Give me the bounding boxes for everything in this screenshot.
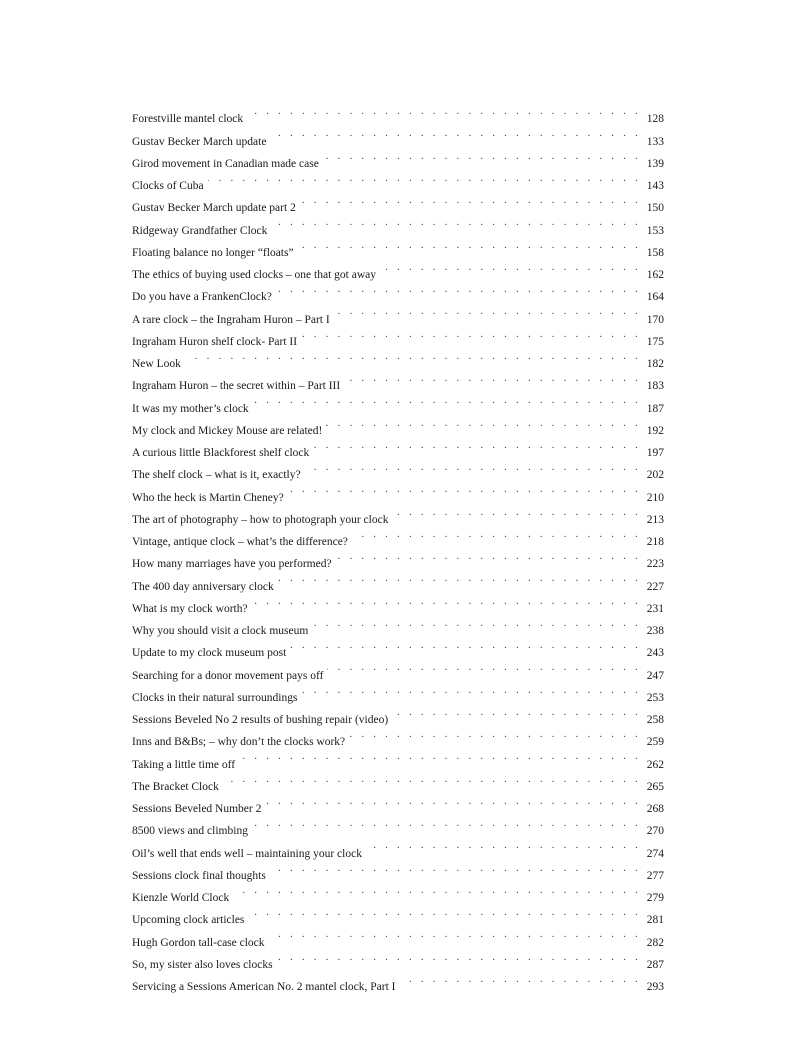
toc-entry-page-number: 287 [646, 958, 664, 971]
dot-leader [265, 790, 641, 812]
toc-entry-page-number: 170 [646, 313, 664, 326]
toc-entry-title[interactable]: Update to my clock museum post [132, 647, 287, 660]
dot-leader [290, 634, 641, 656]
toc-entry-page-number: 265 [646, 780, 664, 793]
dot-leader [270, 857, 641, 879]
toc-entry-page-number: 218 [646, 536, 664, 548]
toc-entry[interactable] [132, 367, 664, 393]
toc-entry-page-number: 158 [646, 246, 664, 259]
dot-leader [366, 834, 641, 856]
toc-entry-title[interactable]: Taking a little time off [132, 758, 236, 771]
toc-entry-title[interactable]: New Look [132, 358, 181, 370]
toc-entry-title[interactable]: Servicing a Sessions American No. 2 mantel clock, Part I [132, 981, 396, 993]
toc-entry-title[interactable]: A rare clock – the Ingraham Huron – Part I [132, 313, 330, 326]
toc-entry-page-number: 187 [646, 402, 664, 415]
toc-entry-title[interactable]: Sessions Beveled Number 2 [132, 803, 262, 815]
dot-leader [223, 768, 641, 790]
toc-entry-page-number: 253 [646, 691, 664, 704]
toc-entry-page-number: 270 [646, 825, 664, 838]
toc-entry-page-number: 281 [646, 914, 664, 927]
toc-entry-page-number: 197 [646, 447, 664, 459]
toc-entry-page-number: 183 [646, 380, 664, 393]
toc-entry-title[interactable]: Vintage, antique clock – what’s the difference? [132, 536, 348, 548]
dot-leader [252, 590, 641, 612]
toc-entry-page-number: 231 [646, 602, 664, 615]
toc-entry-title[interactable]: Gustav Becker March update [132, 135, 267, 148]
dot-leader [288, 478, 641, 500]
toc-entry-title[interactable]: It was my mother’s clock [132, 402, 249, 415]
toc-entry-title[interactable]: Why you should visit a clock museum [132, 625, 309, 637]
toc-entry-page-number: 133 [646, 135, 664, 148]
dot-leader [399, 968, 641, 990]
toc-entry-title[interactable]: Sessions clock final thoughts [132, 869, 266, 882]
dot-leader [327, 656, 641, 678]
dot-leader [326, 412, 641, 434]
toc-entry-page-number: 279 [646, 892, 664, 904]
toc-entry-title[interactable]: Who the heck is Martin Cheney? [132, 491, 284, 504]
toc-entry-page-number: 277 [646, 869, 664, 882]
toc-entry-title[interactable]: A curious little Blackforest shelf clock [132, 447, 310, 459]
table-of-contents [132, 100, 664, 993]
dot-leader [392, 701, 641, 723]
toc-entry-page-number: 268 [646, 803, 664, 815]
toc-entry-title[interactable]: Gustav Becker March update part 2 [132, 202, 296, 215]
toc-entry-title[interactable]: The art of photography – how to photograph your clock [132, 513, 389, 526]
dot-leader [392, 501, 641, 523]
dot-leader [247, 100, 641, 122]
toc-entry-title[interactable]: The 400 day anniversary clock [132, 580, 274, 593]
dot-leader [253, 389, 641, 411]
dot-leader [271, 211, 641, 233]
toc-entry-title[interactable]: The Bracket Clock [132, 780, 219, 793]
toc-entry-title[interactable]: Searching for a donor movement pays off [132, 669, 324, 682]
dot-leader [269, 923, 641, 945]
toc-entry-title[interactable]: Clocks in their natural surroundings [132, 691, 298, 704]
toc-entry-title[interactable]: So, my sister also loves clocks [132, 958, 273, 971]
dot-leader [323, 145, 641, 167]
toc-entry-title[interactable]: 8500 views and climbing [132, 825, 248, 838]
toc-entry-title[interactable]: The ethics of buying used clocks – one that got away [132, 269, 376, 281]
toc-entry-title[interactable]: Ingraham Huron shelf clock- Part II [132, 335, 298, 348]
toc-entry-title[interactable]: Upcoming clock articles [132, 914, 245, 927]
toc-entry-title[interactable]: The shelf clock – what is it, exactly? [132, 469, 301, 482]
toc-entry-title[interactable]: Girod movement in Canadian made case [132, 157, 319, 170]
dot-leader [349, 723, 641, 745]
toc-entry-title[interactable]: Inns and B&Bs; – why don’t the clocks work? [132, 736, 346, 749]
dot-leader [248, 901, 641, 923]
toc-entry-page-number: 202 [646, 469, 664, 482]
dot-leader [336, 545, 641, 567]
toc-entry-page-number: 238 [646, 625, 664, 637]
toc-entry-title[interactable]: How many marriages have you performed? [132, 558, 332, 571]
toc-entry-title[interactable]: Ingraham Huron – the secret within – Part III [132, 380, 341, 393]
toc-entry-page-number: 162 [646, 269, 664, 281]
dot-leader [380, 256, 641, 278]
dot-leader [344, 367, 641, 389]
dot-leader [278, 567, 641, 589]
toc-entry-page-number: 175 [646, 335, 664, 348]
toc-entry[interactable] [132, 167, 664, 192]
toc-entry-title[interactable]: Hugh Gordon tall-case clock [132, 936, 265, 949]
toc-entry-page-number: 282 [646, 936, 664, 949]
dot-leader [305, 456, 641, 478]
dot-leader [300, 189, 641, 211]
dot-leader [276, 278, 641, 300]
toc-entry-title[interactable]: Do you have a FrankenClock? [132, 291, 272, 304]
dot-leader [277, 946, 641, 968]
toc-entry-page-number: 227 [646, 580, 664, 593]
toc-entry-title[interactable]: Clocks of Cuba [132, 180, 204, 192]
toc-entry-page-number: 247 [646, 669, 664, 682]
dot-leader [313, 434, 641, 456]
dot-leader [208, 167, 641, 189]
toc-entry[interactable] [132, 345, 664, 370]
dot-leader [352, 523, 641, 545]
dot-leader [312, 612, 641, 634]
toc-entry-page-number: 262 [646, 758, 664, 771]
toc-entry-page-number: 153 [646, 224, 664, 237]
toc-entry-page-number: 213 [646, 513, 664, 526]
toc-entry-page-number: 223 [646, 558, 664, 571]
toc-entry-page-number: 259 [646, 736, 664, 749]
toc-entry-page-number: 139 [646, 157, 664, 170]
toc-entry-page-number: 150 [646, 202, 664, 215]
dot-leader [301, 679, 641, 701]
toc-entry-page-number: 182 [646, 358, 664, 370]
dot-leader [270, 122, 641, 144]
dot-leader [334, 300, 641, 322]
toc-entry-title[interactable]: Ridgeway Grandfather Clock [132, 224, 268, 237]
toc-entry-page-number: 128 [646, 113, 664, 126]
toc-entry-page-number: 274 [646, 847, 664, 860]
dot-leader [233, 879, 641, 901]
toc-entry-page-number: 258 [646, 714, 664, 726]
toc-entry-page-number: 293 [646, 981, 664, 993]
toc-entry-title[interactable]: Floating balance no longer “floats” [132, 246, 294, 259]
toc-entry-page-number: 164 [646, 291, 664, 304]
toc-entry-title[interactable]: My clock and Mickey Mouse are related! [132, 424, 323, 437]
dot-leader [252, 812, 641, 834]
toc-entry-title[interactable]: Kienzle World Clock [132, 892, 230, 904]
toc-entry-page-number: 243 [646, 647, 664, 660]
dot-leader [239, 745, 641, 767]
toc-entry-page-number: 192 [646, 424, 664, 437]
dot-leader [301, 323, 641, 345]
toc-entry-title[interactable]: What is my clock worth? [132, 602, 248, 615]
dot-leader [185, 345, 641, 367]
dot-leader [298, 234, 641, 256]
toc-entry-title[interactable]: Sessions Beveled No 2 results of bushing repair (video) [132, 714, 389, 726]
toc-entry-title[interactable]: Forestville mantel clock [132, 113, 244, 126]
toc-entry[interactable] [132, 100, 664, 126]
toc-entry[interactable] [132, 189, 664, 215]
toc-entry-page-number: 143 [646, 180, 664, 192]
toc-entry-title[interactable]: Oil’s well that ends well – maintaining your clock [132, 847, 362, 860]
toc-entry-page-number: 210 [646, 491, 664, 504]
